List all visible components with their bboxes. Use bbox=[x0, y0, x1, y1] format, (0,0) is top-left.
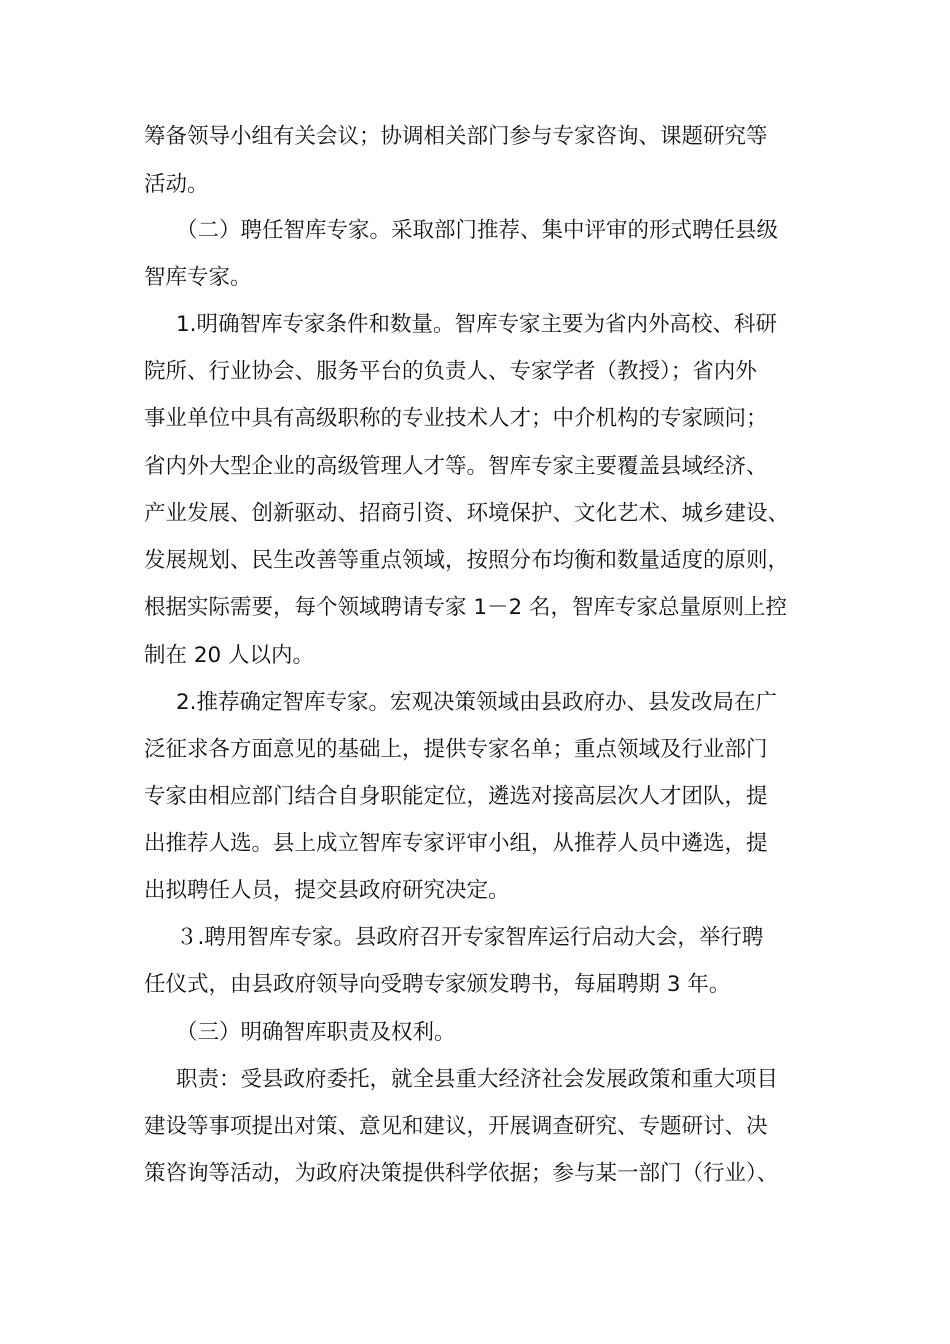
paragraph-line: 泛征求各方面意见的基础上，提供专家名单；重点领域及行业部门 bbox=[144, 737, 768, 762]
section-heading: （三）明确智库职责及权利。 bbox=[176, 1020, 456, 1045]
paragraph-line: 出推荐人选。县上成立智库专家评审小组，从推荐人员中遴选，提 bbox=[144, 831, 768, 856]
paragraph-line: 筹备领导小组有关会议；协调相关部门参与专家咨询、课题研究等 bbox=[144, 124, 768, 149]
paragraph-line: 策咨询等活动，为政府决策提供科学依据；参与某一部门（行业）、 bbox=[144, 1161, 779, 1186]
paragraph-line: 专家由相应部门结合自身职能定位，遴选对接高层次人才团队，提 bbox=[144, 784, 768, 809]
paragraph-line: 职责：受县政府委托，就全县重大经济社会发展政策和重大项目 bbox=[176, 1067, 779, 1092]
paragraph-line: 产业发展、创新驱动、招商引资、环境保护、文化艺术、城乡建设、 bbox=[144, 501, 790, 526]
item-heading: 2.推荐确定智库专家。宏观决策领域由县政府办、县发改局在广 bbox=[176, 690, 778, 715]
paragraph-line: 出拟聘任人员，提交县政府研究决定。 bbox=[144, 878, 510, 903]
paragraph-line: 制在 20 人以内。 bbox=[144, 643, 315, 668]
item-heading: 1.明确智库专家条件和数量。智库专家主要为省内外高校、科研 bbox=[176, 312, 778, 337]
section-heading: （二）聘任智库专家。采取部门推荐、集中评审的形式聘任县级 bbox=[176, 218, 779, 243]
paragraph-line: 发展规划、民生改善等重点领域，按照分布均衡和数量适度的原则， bbox=[144, 548, 790, 573]
paragraph-line: 根据实际需要，每个领域聘请专家 1－2 名，智库专家总量原则上控 bbox=[144, 595, 788, 620]
paragraph-line: 任仪式，由县政府领导向受聘专家颁发聘书，每届聘期 3 年。 bbox=[144, 972, 731, 997]
item-heading: ３.聘用智库专家。县政府召开专家智库运行启动大会，举行聘 bbox=[176, 925, 764, 950]
paragraph-line: 院所、行业协会、服务平台的负责人、专家学者（教授）；省内外 bbox=[144, 359, 757, 384]
paragraph-line: 建设等事项提出对策、意见和建议，开展调查研究、专题研讨、决 bbox=[144, 1114, 768, 1139]
paragraph-line: 活动。 bbox=[144, 172, 209, 197]
paragraph-line: 事业单位中具有高级职称的专业技术人才；中介机构的专家顾问； bbox=[144, 406, 768, 431]
paragraph-line: 省内外大型企业的高级管理人才等。智库专家主要覆盖县域经济、 bbox=[144, 454, 768, 479]
paragraph-line: 智库专家。 bbox=[144, 265, 252, 290]
